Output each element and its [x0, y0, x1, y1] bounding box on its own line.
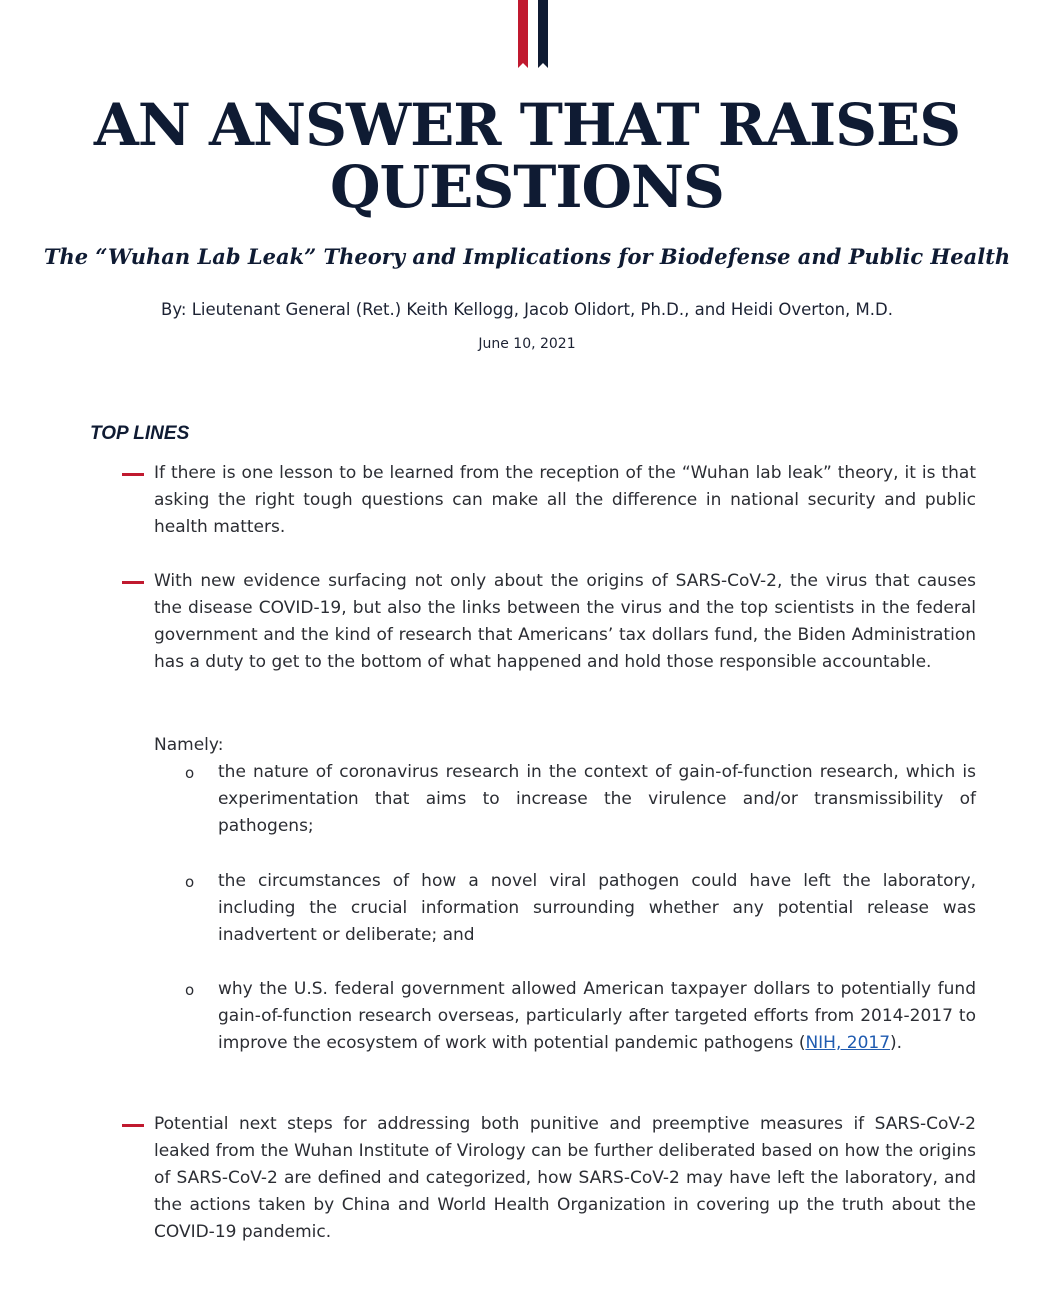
red-dash-bullet-icon [122, 581, 144, 584]
red-dash-bullet-icon [122, 1124, 144, 1127]
section-heading: TOP LINES [90, 423, 190, 444]
namely-item-3-tail: ). [890, 1033, 903, 1053]
red-dash-bullet-icon [122, 473, 144, 476]
namely-item-1: the nature of coronavirus research in the context of gain-of-function research, which is experimentation that aims to increase the virulence and/or transmissibility of pathogens; [218, 762, 976, 836]
circle-bullet-icon: o [185, 873, 195, 891]
publication-date: June 10, 2021 [478, 336, 576, 352]
ribbon-logo-icon [516, 0, 552, 72]
title-line-1: AN ANSWER THAT RAISES [93, 91, 961, 159]
namely-label: Namely: [154, 735, 224, 755]
author-byline: By: Lieutenant General (Ret.) Keith Kellogg, Jacob Olidort, Ph.D., and Heidi Overton, M.D. [161, 300, 893, 319]
namely-item-3 [218, 976, 976, 1057]
top-line-item-1: If there is one lesson to be learned from the reception of the “Wuhan lab leak” theory, it is that asking the right tough questions can make all the difference in national security and public health matters. [154, 463, 976, 537]
nih-2017-link[interactable]: NIH, 2017 [805, 1033, 891, 1053]
circle-bullet-icon: o [185, 981, 195, 999]
document-subtitle: The “Wuhan Lab Leak” Theory and Implications for Biodefense and Public Health [43, 244, 1011, 269]
title-line-2: QUESTIONS [330, 153, 724, 221]
circle-bullet-icon: o [185, 764, 195, 782]
namely-item-2: the circumstances of how a novel viral pathogen could have left the laboratory, including the crucial information surrounding whether any potential release was inadvertent or deliberate; and [218, 871, 976, 945]
namely-item-3-text: why the U.S. federal government allowed American taxpayer dollars to potentially fund gain-of-function research overseas, particularly after targeted efforts from 2014-2017 to improve the ecosystem of work with potential pandemic pathogens ( [218, 979, 976, 1053]
document-title [0, 91, 1054, 221]
top-line-item-2: With new evidence surfacing not only about the origins of SARS-CoV-2, the virus that causes the disease COVID-19, but also the links between the virus and the top scientists in the federal government and the kind of research that Americans’ tax dollars fund, the Biden Administration has a duty to get to the bottom of what happened and hold those responsible accountable. [154, 571, 976, 672]
top-line-item-3: Potential next steps for addressing both punitive and preemptive measures if SARS-CoV-2 leaked from the Wuhan Institute of Virology can be further deliberated based on how the origins of SARS-CoV-2 are defined and categorized, how SARS-CoV-2 may have left the laboratory, and the actions taken by China and World Health Organization in covering up the truth about the COVID-19 pandemic. [154, 1114, 976, 1242]
